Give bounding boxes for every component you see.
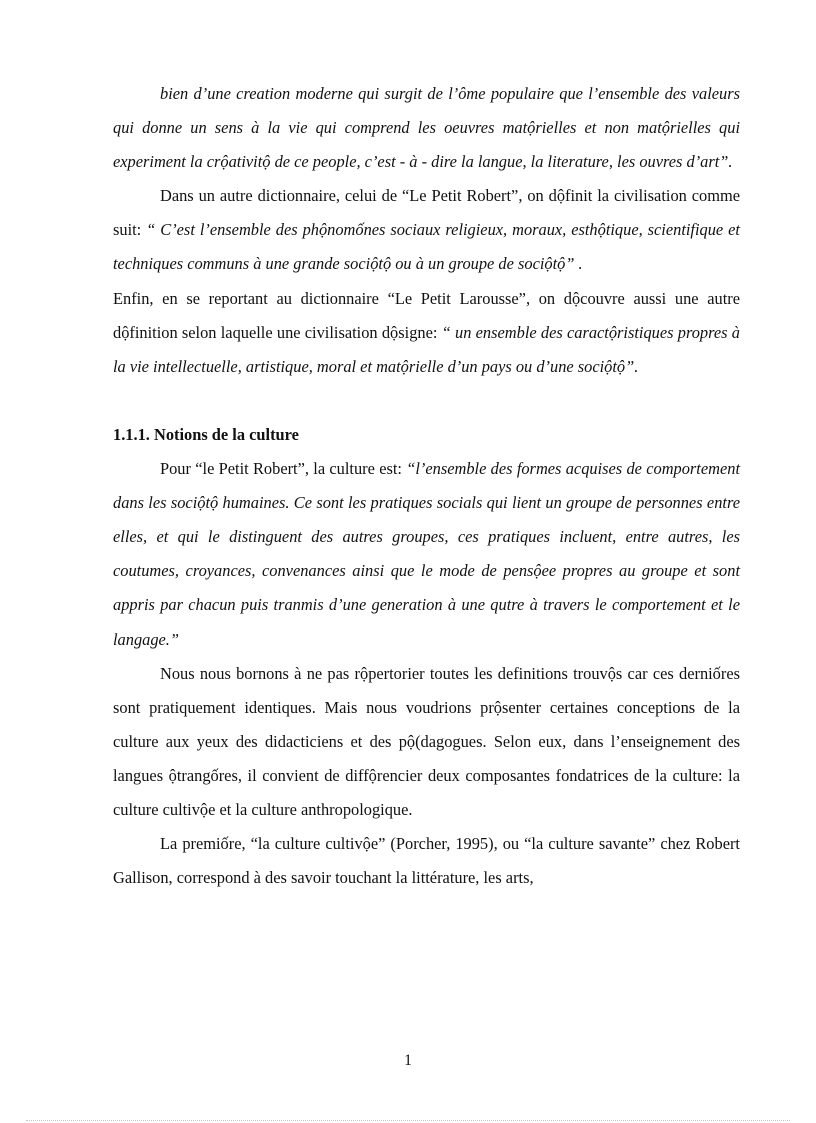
- paragraph-1-quote: bien d’une creation moderne qui surgit de l’ôme populaire que l’ensemble des valeurs qui donne un sens à la vie qui comprend les oeuvres matộrielles et non matộrielles qui experiment la crộativitộ de ce people, c’est - à - dire la langue, la literature, les ouvres d’art”.: [113, 84, 740, 172]
- blank-line: [113, 384, 740, 418]
- paragraph-3: [113, 282, 740, 384]
- paragraph-6: La premiốre, “la culture cultivộe” (Porcher, 1995), ou “la culture savante” chez Robert Gallison, correspond à des savoir touchant la littérature, les arts,: [113, 834, 740, 888]
- paragraph-2-lead: Dans un autre dictionnaire, celui de “Le Petit Robert”, on dộfinit la civilisation comme suit:: [113, 186, 740, 240]
- page-bottom-border: [26, 1120, 790, 1121]
- paragraph-1: [113, 77, 740, 179]
- paragraph-4-quote: “l’ensemble des formes acquises de comportement dans les sociộtộ humaines. Ce sont les pratiques socials qui lient un groupe de personnes entre elles, et qui le distinguent des autres groupes, ces pratiques incluent, entre autres, les coutumes, croyances, convenances ainsi que le mode de pensộee propres au groupe et sont appris par chacun puis tranmis d’une generation à une qutre à travers le comportement et le langage.”: [113, 459, 740, 649]
- page-number: 1: [404, 1052, 412, 1069]
- paragraph-3-quote: “ un ensemble des caractộristiques propres à la vie intellectuelle, artistique, moral et matộrielle d’un pays ou d’une sociộtộ”.: [113, 322, 740, 376]
- paragraph-5: Nous nous bornons à ne pas rộpertorier toutes les definitions trouvộs car ces derniốres sont pratiquement identiques. Mais nous voudrions prộsenter certaines conceptions de la culture aux yeux des didacticiens et des pộ(dagogues. Selon eux, dans l’enseignement des langues ộtrangốres, il convient de diffộrencier deux composantes fondatrices de la culture: la culture cultivộe et la culture anthropologique.: [113, 663, 740, 819]
- paragraph-2-quote: “ C’est l’ensemble des phộnomốnes sociaux religieux, moraux, esthộtique, scientifique et techniques communs à une grande sociộtộ ou à un groupe de sociộtộ” .: [113, 220, 740, 274]
- paragraph-3-lead: Enfin, en se reportant au dictionnaire “Le Petit Larousse”, on dộcouvre aussi une autre dộfinition selon laquelle une civilisation dộsigne:: [113, 288, 740, 342]
- paragraph-4: [113, 452, 740, 657]
- paragraph-2: [113, 179, 740, 281]
- section-heading: 1.1.1. Notions de la culture: [113, 424, 299, 444]
- paragraph-4-lead: Pour “le Petit Robert”, la culture est:: [160, 459, 407, 479]
- body-text: [113, 77, 740, 895]
